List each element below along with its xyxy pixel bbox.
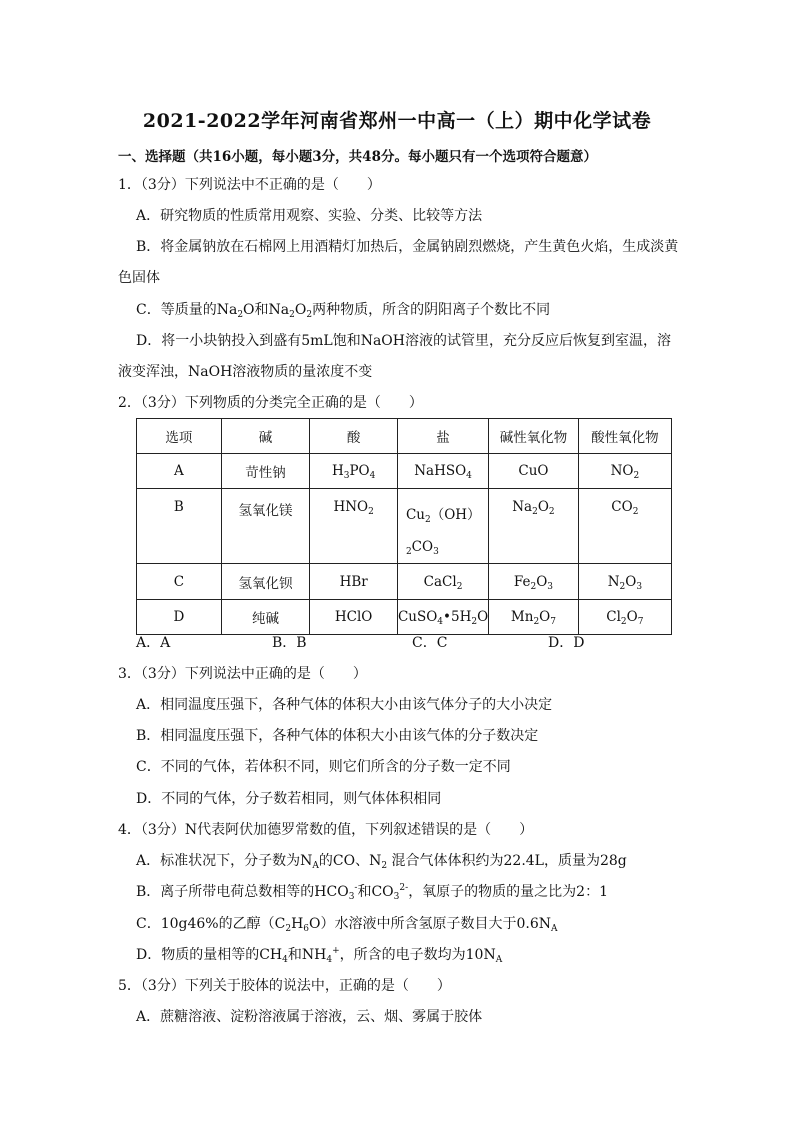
table-cell: $Cl_2O_7$	[578, 600, 671, 635]
question-1-option-b-cont: 色固体	[118, 270, 160, 286]
question-5-stem: 5．（3分）下列关于胶体的说法中，正确的是（ ）	[118, 978, 451, 994]
table-cell: NaHSO$_4$	[397, 454, 488, 489]
question-1-option-b: B．将金属钠放在石棉网上用酒精灯加热后，金属钠剧烈燃烧，产生黄色火焰，生成淡黄	[136, 239, 679, 255]
table-cell: A	[137, 454, 222, 489]
table-cell: 苛性钠	[221, 454, 310, 489]
table-header: 选项	[137, 419, 222, 454]
table-cell: HClO	[310, 600, 398, 635]
table-header: 酸性氧化物	[578, 419, 671, 454]
question-1-option-a: A．研究物质的性质常用观察、实验、分类、比较等方法	[136, 208, 483, 224]
table-cell: $N_2O_3$	[578, 564, 671, 600]
table-cell: $Mn_2O_7$	[489, 600, 579, 635]
table-cell: C	[137, 564, 222, 600]
table-row	[137, 489, 672, 564]
question-2-answer-a: A．A	[136, 635, 171, 651]
table-cell: D	[137, 600, 222, 635]
table-cell: $Fe_2O_3$	[489, 564, 579, 600]
question-4-stem: 4．（3分）N代表阿伏加德罗常数的值，下列叙述错误的是（ ）	[118, 822, 534, 838]
question-3-option-d: D．不同的气体，分子数若相同，则气体体积相同	[136, 791, 442, 807]
question-2-answer-d: D．D	[548, 635, 585, 651]
table-header-row	[137, 419, 672, 454]
table-cell: B	[137, 489, 222, 564]
question-4-option-c: C．10g46%的乙醇$(C_2H_6O)$水溶液中所含氢原子数目大于$0.6N_A$	[136, 916, 558, 934]
section-heading: 一、选择题（共16小题，每小题3分，共48分。每小题只有一个选项符合题意）	[118, 149, 597, 165]
table-row	[137, 600, 672, 635]
question-3-option-a: A．相同温度压强下，各种气体的体积大小由该气体分子的大小决定	[136, 697, 553, 713]
table-header: 酸	[310, 419, 398, 454]
table-cell: $Cu_2(OH)$ $_2CO_3$	[397, 489, 488, 564]
table-cell: $Na_2O_2$	[489, 489, 579, 564]
question-1-option-d: D．将一小块钠投入到盛有5mL饱和NaOH溶液的试管里，充分反应后恢复到室温，溶	[136, 333, 671, 349]
classification-table	[136, 418, 672, 635]
table-row	[137, 564, 672, 600]
question-5-option-a: A．蔗糖溶液、淀粉溶液属于溶液，云、烟、雾属于胶体	[136, 1009, 483, 1025]
table-cell: CuO	[489, 454, 579, 489]
table-cell: CaCl$_2$	[397, 564, 488, 600]
table-cell: $HNO_2$	[310, 489, 398, 564]
question-4-option-b: B．离子所带电荷总数相等的$HCO_3^-$和$CO_3^{2-}$，氧原子的物质的量之比为2：1	[136, 883, 609, 902]
question-2-answer-b: B．B	[272, 635, 307, 651]
table-cell: $CO_2$	[578, 489, 671, 564]
question-4-option-d: D．物质的量相等的$CH_4$和$NH_4^+$，所含的电子数均为$10N_A$	[136, 946, 503, 965]
table-cell: $NO_2$	[578, 454, 671, 489]
question-3-option-c: C．不同的气体，若体积不同，则它们所含的分子数一定不同	[136, 759, 511, 775]
table-cell: 氢氧化镁	[221, 489, 310, 564]
table-cell: $CuSO_4•5H_2O$	[397, 600, 488, 635]
table-cell: $H_3PO_4$	[310, 454, 398, 489]
table-header: 碱性氧化物	[489, 419, 579, 454]
question-3-option-b: B．相同温度压强下，各种气体的体积大小由该气体的分子数决定	[136, 728, 539, 744]
question-1-stem: 1．（3分）下列说法中不正确的是（ ）	[118, 177, 381, 193]
page-title: 2021-2022学年河南省郑州一中高一（上）期中化学试卷	[142, 110, 652, 132]
table-cell: 氢氧化钡	[221, 564, 310, 600]
table-row	[137, 454, 672, 489]
question-3-stem: 3．（3分）下列说法中正确的是（ ）	[118, 666, 367, 682]
table-header: 碱	[221, 419, 310, 454]
table-cell: HBr	[310, 564, 398, 600]
table-header: 盐	[397, 419, 488, 454]
question-4-option-a: A．标准状况下，分子数为$N_A$的CO、$N_2$ 混合气体体积约为22.4L，质量为28g	[136, 853, 627, 871]
question-1-option-c: C．等质量的$Na_2O$和$Na_2O_2$两种物质，所含的阴阳离子个数比不同	[136, 302, 551, 320]
table-cell: 纯碱	[221, 600, 310, 635]
question-2-answer-c: C．C	[412, 635, 448, 651]
question-1-option-d-cont: 液变浑浊，NaOH溶液物质的量浓度不变	[118, 364, 373, 380]
question-2-stem: 2．（3分）下列物质的分类完全正确的是（ ）	[118, 395, 423, 411]
